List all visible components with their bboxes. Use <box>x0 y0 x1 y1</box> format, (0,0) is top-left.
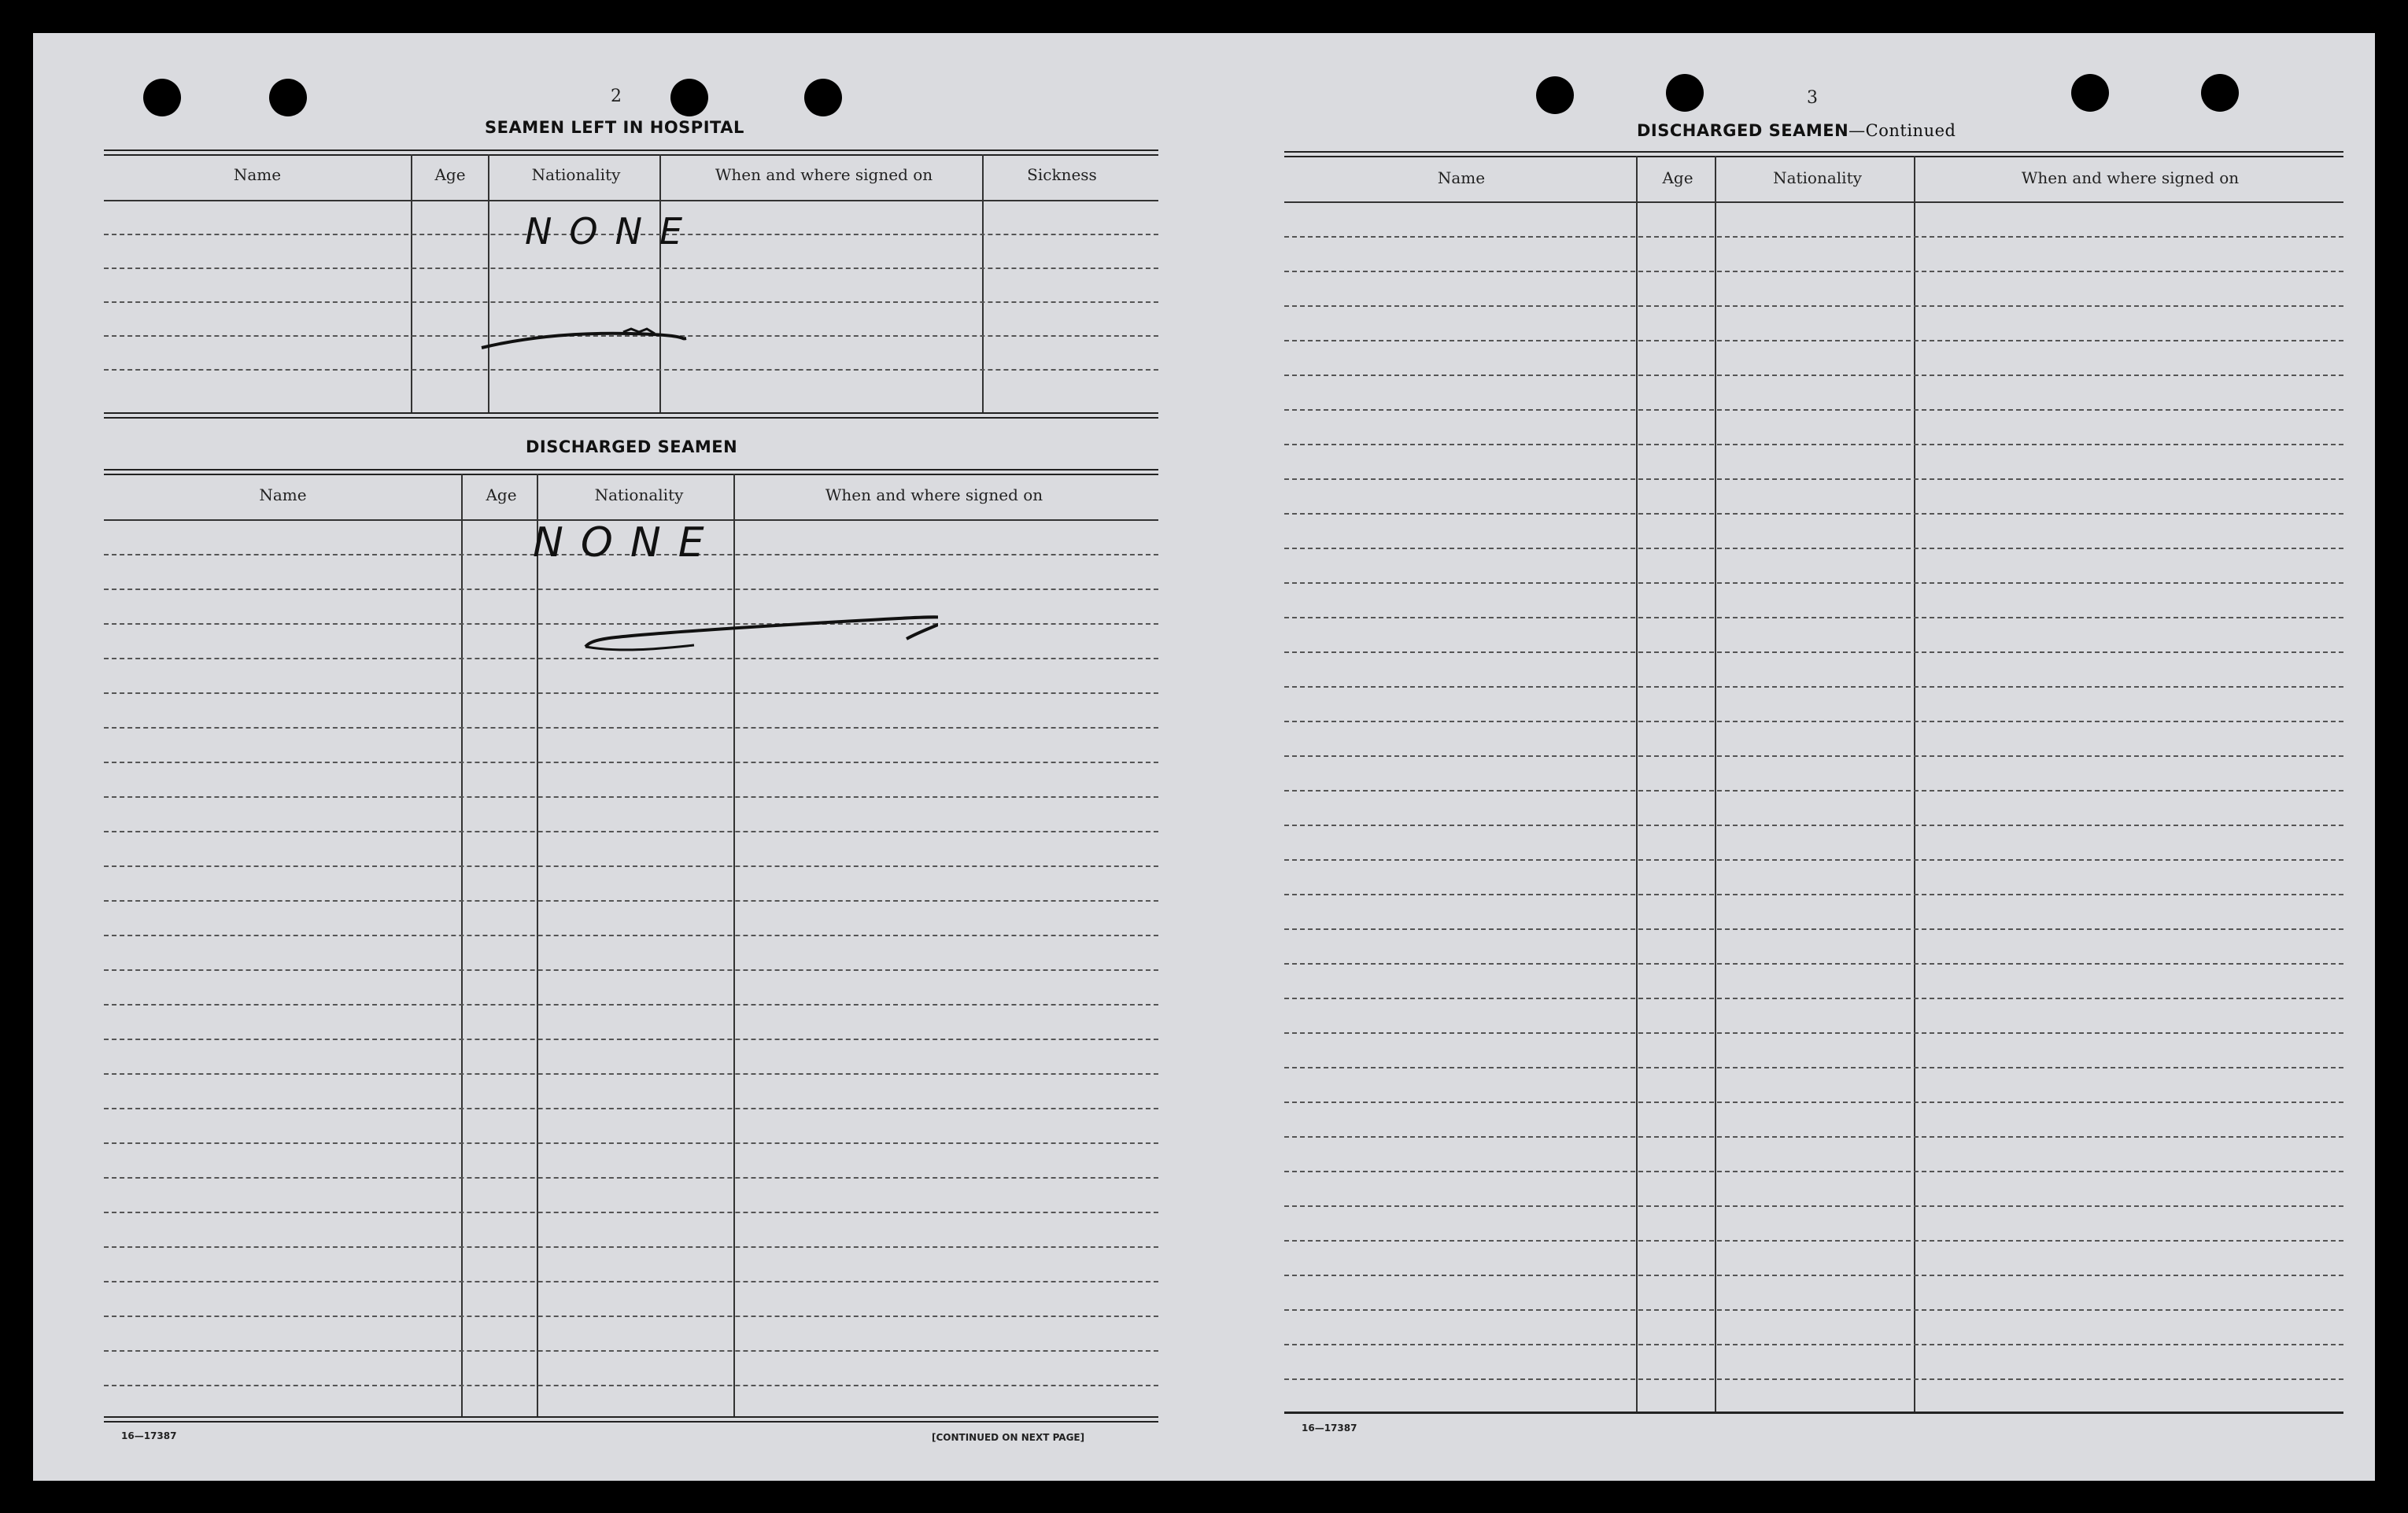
punch-hole <box>2071 74 2109 112</box>
punch-hole <box>670 79 708 116</box>
entry-line <box>104 1212 1158 1213</box>
entry-line <box>104 1246 1158 1248</box>
register-sheet <box>33 33 2375 1481</box>
entry-line <box>104 1039 1158 1040</box>
entry-line <box>104 268 1158 269</box>
column-divider <box>488 154 489 414</box>
handwritten-entry: NONE <box>533 519 722 566</box>
entry-line <box>1284 271 2343 272</box>
entry-line <box>1284 825 2343 826</box>
discharged-continued-title <box>1637 121 1956 140</box>
header-rule <box>1284 201 2343 203</box>
column-divider <box>461 474 463 1418</box>
entry-line <box>1284 686 2343 688</box>
table-bottom-rule <box>1284 1412 2343 1414</box>
column-header-name: Name <box>259 485 307 504</box>
column-header-name: Name <box>233 165 282 184</box>
entry-line <box>104 1177 1158 1179</box>
entry-line <box>1284 998 2343 999</box>
column-header-age: Age <box>1662 168 1693 187</box>
page-number: 2 <box>611 87 622 106</box>
page-number: 3 <box>1807 88 1818 108</box>
column-header-signed-on: When and where signed on <box>825 485 1043 504</box>
punch-hole <box>143 79 181 116</box>
discharged-section-title: DISCHARGED SEAMEN <box>526 437 738 456</box>
entry-line <box>104 969 1158 971</box>
entry-line <box>104 1108 1158 1109</box>
column-header-age: Age <box>434 165 466 184</box>
punch-hole <box>1666 74 1704 112</box>
entry-line <box>104 1350 1158 1352</box>
entry-line <box>1284 790 2343 792</box>
entry-line <box>104 762 1158 763</box>
entry-line <box>1284 1378 2343 1380</box>
entry-line <box>1284 1344 2343 1345</box>
punch-hole <box>1536 76 1574 114</box>
entry-line <box>1284 1275 2343 1276</box>
entry-line <box>1284 548 2343 549</box>
entry-line <box>104 831 1158 832</box>
column-divider <box>1914 156 1915 1412</box>
entry-line <box>1284 513 2343 515</box>
handwritten-entry: NONE <box>525 210 700 253</box>
entry-line <box>104 1004 1158 1006</box>
column-divider <box>1715 156 1716 1412</box>
entry-line <box>104 865 1158 867</box>
title-text: DISCHARGED SEAMEN <box>1637 121 1849 140</box>
entry-line <box>104 369 1158 371</box>
entry-line <box>1284 1136 2343 1138</box>
column-header-nationality: Nationality <box>1773 168 1862 187</box>
form-number: 16—17387 <box>121 1430 177 1441</box>
entry-line <box>104 1142 1158 1144</box>
entry-line <box>1284 582 2343 584</box>
column-header-sickness: Sickness <box>1027 165 1097 184</box>
table-top-rule <box>104 149 1158 156</box>
entry-line <box>104 796 1158 798</box>
handwritten-strike <box>576 584 938 662</box>
column-header-nationality: Nationality <box>531 165 621 184</box>
entry-line <box>1284 236 2343 238</box>
entry-line <box>104 935 1158 936</box>
entry-line <box>1284 928 2343 930</box>
entry-line <box>1284 1032 2343 1034</box>
entry-line <box>1284 340 2343 341</box>
entry-line <box>1284 859 2343 861</box>
column-header-nationality: Nationality <box>594 485 684 504</box>
entry-line <box>1284 478 2343 480</box>
continued-note: [CONTINUED ON NEXT PAGE] <box>932 1432 1085 1443</box>
entry-line <box>1284 963 2343 965</box>
entry-line <box>1284 1205 2343 1207</box>
entry-line <box>104 1316 1158 1317</box>
entry-line <box>1284 1309 2343 1311</box>
table-top-rule <box>1284 151 2343 157</box>
punch-hole <box>2201 74 2239 112</box>
hospital-section-title: SEAMEN LEFT IN HOSPITAL <box>485 118 744 137</box>
entry-line <box>1284 617 2343 618</box>
punch-hole <box>804 79 842 116</box>
entry-line <box>1284 1102 2343 1103</box>
entry-line <box>104 1073 1158 1075</box>
entry-line <box>104 727 1158 729</box>
column-divider <box>659 154 661 414</box>
entry-line <box>1284 409 2343 411</box>
column-header-name: Name <box>1437 168 1486 187</box>
column-header-signed-on: When and where signed on <box>2021 168 2240 187</box>
column-header-age: Age <box>486 485 517 504</box>
entry-line <box>1284 444 2343 445</box>
punch-hole <box>269 79 307 116</box>
column-divider <box>537 474 538 1418</box>
entry-line <box>1284 651 2343 653</box>
entry-line <box>1284 305 2343 307</box>
table-bottom-rule <box>104 412 1158 419</box>
table-top-rule <box>104 469 1158 475</box>
form-number: 16—17387 <box>1302 1423 1357 1434</box>
entry-line <box>104 900 1158 902</box>
entry-line <box>1284 1171 2343 1172</box>
column-divider <box>982 154 984 414</box>
entry-line <box>104 1385 1158 1386</box>
entry-line <box>1284 375 2343 376</box>
handwritten-strike <box>474 316 694 363</box>
entry-line <box>1284 1067 2343 1068</box>
table-bottom-rule <box>104 1416 1158 1423</box>
entry-line <box>1284 1240 2343 1242</box>
column-divider <box>411 154 412 414</box>
column-header-signed-on: When and where signed on <box>715 165 933 184</box>
entry-line <box>104 301 1158 303</box>
entry-line <box>1284 755 2343 757</box>
entry-line <box>104 1281 1158 1282</box>
column-divider <box>1636 156 1638 1412</box>
entry-line <box>1284 721 2343 722</box>
entry-line <box>1284 894 2343 895</box>
entry-line <box>104 692 1158 694</box>
header-rule <box>104 200 1158 201</box>
title-suffix: —Continued <box>1848 121 1956 140</box>
